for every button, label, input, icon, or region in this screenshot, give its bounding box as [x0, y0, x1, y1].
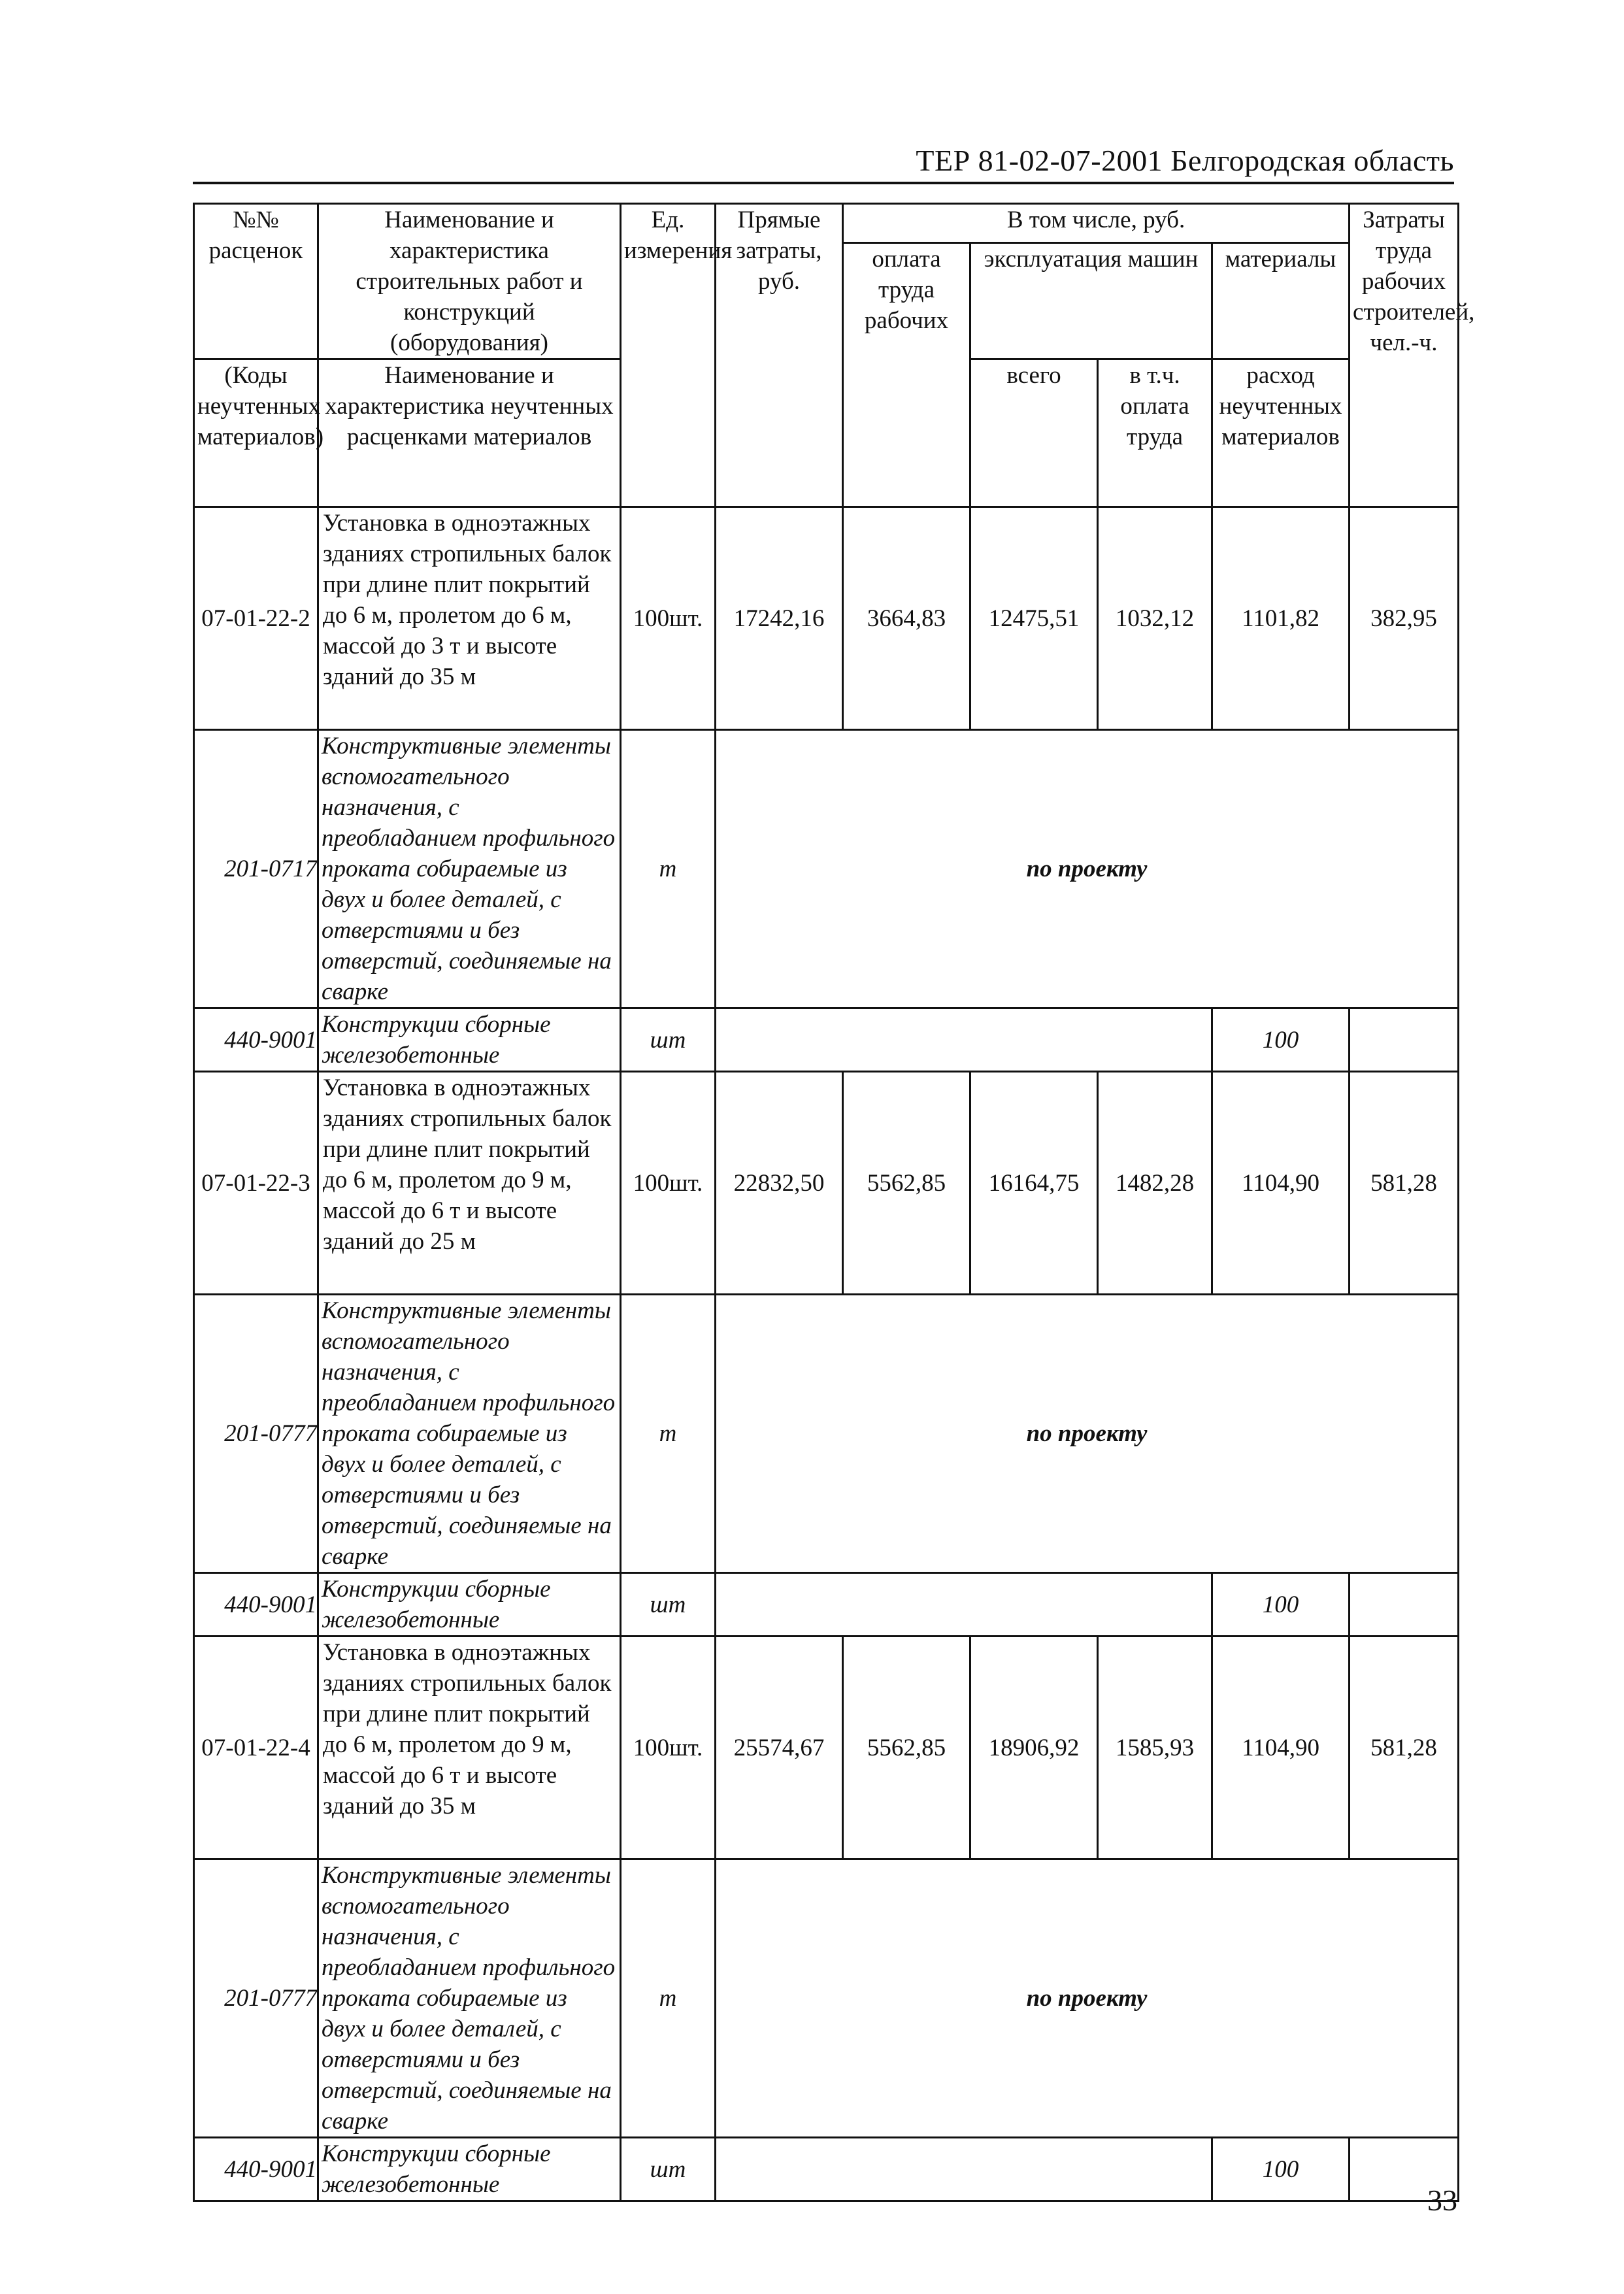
table-row: [194, 1573, 1459, 1637]
table-row: [194, 1295, 1459, 1573]
material-code: 440-9001: [194, 1008, 318, 1072]
col-header-machines-total: всего: [970, 359, 1098, 507]
material-name: Конструкции сборные железобетонные: [318, 1573, 621, 1637]
empty-cell: [716, 2138, 1212, 2201]
material-name: Конструктивные элементы вспомогательного назначения, с преобладанием профильного проката собираемые из двух и более деталей, с отверстиями и без отверстий, соединяемые на сварке: [318, 730, 621, 1008]
material-unit: т: [621, 1295, 716, 1573]
rate-labor-pay: 5562,85: [843, 1637, 970, 1859]
col-header-direct-costs: Прямые затраты, руб.: [716, 204, 843, 507]
rates-table: [193, 203, 1475, 2202]
empty-cell: [716, 1008, 1212, 1072]
rate-materials: 1101,82: [1212, 507, 1350, 730]
material-unit: т: [621, 730, 716, 1008]
rate-unit: 100шт.: [621, 1637, 716, 1859]
rate-code: 07-01-22-4: [194, 1637, 318, 1859]
table-row: [194, 1859, 1459, 2138]
rate-machines-labor-pay: 1482,28: [1098, 1072, 1212, 1295]
material-code: 440-9001: [194, 1573, 318, 1637]
material-name: Конструктивные элементы вспомогательного назначения, с преобладанием профильного проката собираемые из двух и более деталей, с отверстиями и без отверстий, соединяемые на сварке: [318, 1295, 621, 1573]
col-header-including: В том числе, руб.: [843, 204, 1350, 243]
rate-materials: 1104,90: [1212, 1072, 1350, 1295]
rate-code: 07-01-22-2: [194, 507, 318, 730]
col-header-materials: материалы: [1212, 243, 1350, 359]
rate-labor-pay: 3664,83: [843, 507, 970, 730]
material-consumption: 100: [1212, 2138, 1350, 2201]
table-row: [194, 1072, 1459, 1295]
col-header-material-consumption: расход неучтенных материалов: [1212, 359, 1350, 507]
material-name: Конструкции сборные железобетонные: [318, 2138, 621, 2201]
table-row: [194, 730, 1459, 1008]
rate-labor-cost: 581,28: [1350, 1072, 1459, 1295]
material-name: Конструкции сборные железобетонные: [318, 1008, 621, 1072]
rate-direct-costs: 22832,50: [716, 1072, 843, 1295]
rate-direct-costs: 25574,67: [716, 1637, 843, 1859]
empty-cell: [1350, 1573, 1459, 1637]
col-header-labor-pay: оплата труда рабочих: [843, 243, 970, 507]
col-header-machines: эксплуатация машин: [970, 243, 1212, 359]
rate-direct-costs: 17242,16: [716, 507, 843, 730]
rate-machines-total: 18906,92: [970, 1637, 1098, 1859]
col-header-material-codes: (Коды неучтенных материалов): [194, 359, 318, 507]
material-unit: шт: [621, 1008, 716, 1072]
material-code: 201-0777: [194, 1859, 318, 2138]
table-row: [194, 2138, 1459, 2201]
rate-labor-pay: 5562,85: [843, 1072, 970, 1295]
table-row: [194, 507, 1459, 730]
rate-name: Установка в одноэтажных зданиях стропильных балок при длине плит покрытий до 6 м, пролетом до 6 м, массой до 3 т и высоте зданий до 35 м: [318, 507, 621, 730]
by-project-note: по проекту: [716, 1295, 1459, 1573]
rate-name: Установка в одноэтажных зданиях стропильных балок при длине плит покрытий до 6 м, пролетом до 9 м, массой до 6 т и высоте зданий до 35 м: [318, 1637, 621, 1859]
col-header-work-name: Наименование и характеристика строительных работ и конструкций (оборудования): [318, 204, 621, 359]
rate-name: Установка в одноэтажных зданиях стропильных балок при длине плит покрытий до 6 м, пролетом до 9 м, массой до 6 т и высоте зданий до 25 м: [318, 1072, 621, 1295]
material-unit: шт: [621, 2138, 716, 2201]
empty-cell: [716, 1573, 1212, 1637]
rate-machines-labor-pay: 1585,93: [1098, 1637, 1212, 1859]
col-header-rate-no: №№ расценок: [194, 204, 318, 359]
rate-unit: 100шт.: [621, 507, 716, 730]
rate-code: 07-01-22-3: [194, 1072, 318, 1295]
material-consumption: 100: [1212, 1573, 1350, 1637]
col-header-machines-labor-pay: в т.ч. оплата труда: [1098, 359, 1212, 507]
col-header-labor-cost: Затраты труда рабочих строителей, чел.-ч.: [1350, 204, 1459, 507]
material-consumption: 100: [1212, 1008, 1350, 1072]
header-row-1: [194, 204, 1459, 243]
col-header-unit: Ед. измерения: [621, 204, 716, 507]
rate-labor-cost: 581,28: [1350, 1637, 1459, 1859]
by-project-note: по проекту: [716, 1859, 1459, 2138]
by-project-note: по проекту: [716, 730, 1459, 1008]
rate-machines-labor-pay: 1032,12: [1098, 507, 1212, 730]
rate-materials: 1104,90: [1212, 1637, 1350, 1859]
material-code: 201-0777: [194, 1295, 318, 1573]
material-unit: т: [621, 1859, 716, 2138]
col-header-material-names: Наименование и характеристика неучтенных расценками материалов: [318, 359, 621, 507]
rate-machines-total: 16164,75: [970, 1072, 1098, 1295]
material-unit: шт: [621, 1573, 716, 1637]
material-code: 440-9001: [194, 2138, 318, 2201]
table-row: [194, 1637, 1459, 1859]
material-name: Конструктивные элементы вспомогательного назначения, с преобладанием профильного проката собираемые из двух и более деталей, с отверстиями и без отверстий, соединяемые на сварке: [318, 1859, 621, 2138]
material-code: 201-0717: [194, 730, 318, 1008]
document-header: ТЕР 81-02-07-2001 Белгородская область: [193, 142, 1454, 184]
rate-machines-total: 12475,51: [970, 507, 1098, 730]
table-row: [194, 1008, 1459, 1072]
rate-unit: 100шт.: [621, 1072, 716, 1295]
rate-labor-cost: 382,95: [1350, 507, 1459, 730]
empty-cell: [1350, 1008, 1459, 1072]
page-number: 33: [1427, 2184, 1457, 2217]
